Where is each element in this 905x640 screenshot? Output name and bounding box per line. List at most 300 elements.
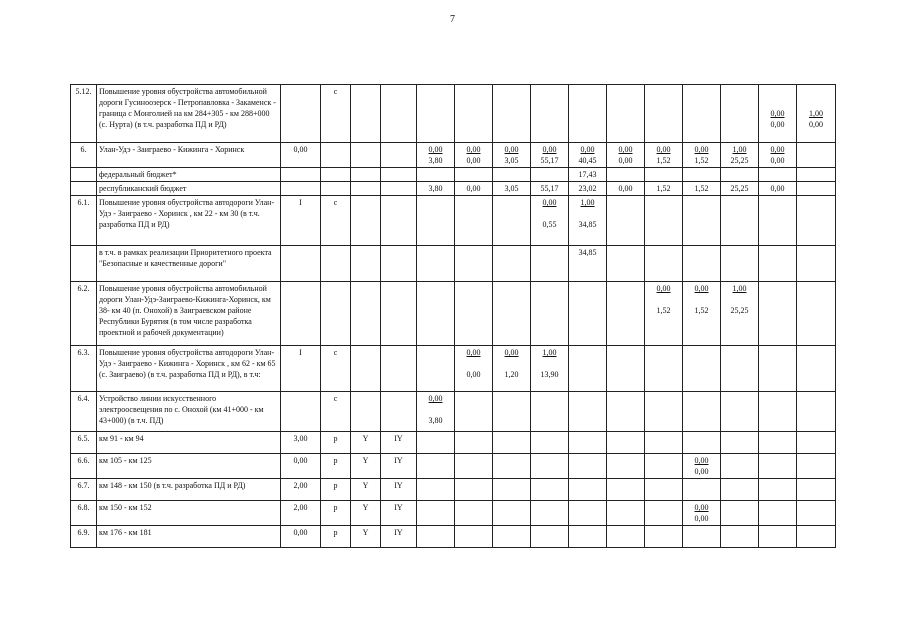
value-cell	[645, 85, 683, 143]
category-cell	[321, 246, 351, 282]
category-cell	[351, 196, 381, 246]
value-cell	[797, 392, 836, 432]
value-bottom: 0,55	[542, 220, 557, 229]
object-name: Улан-Удэ - Заиграево - Кижинга - Хоринск	[97, 143, 281, 168]
table-row	[71, 85, 836, 143]
length-cell: I	[281, 346, 321, 392]
value-cell	[569, 196, 607, 246]
category-cell: Y	[351, 526, 381, 548]
value-bottom: 34,85	[578, 220, 597, 229]
value-cell	[417, 454, 455, 479]
value-cell	[455, 282, 493, 346]
value-cell	[607, 432, 645, 454]
value-bottom: 0,00	[694, 467, 709, 476]
length-cell	[281, 85, 321, 143]
category-cell	[381, 143, 417, 168]
value-cell	[759, 392, 797, 432]
value-cell	[493, 479, 531, 501]
value-cell	[455, 85, 493, 143]
value-cell	[493, 432, 531, 454]
value-cell	[607, 168, 645, 182]
value-cell	[797, 85, 836, 143]
value-cell	[721, 196, 759, 246]
value-cell	[569, 143, 607, 168]
category-cell	[321, 168, 351, 182]
value-cell	[417, 501, 455, 526]
value-amount: 25,25	[730, 184, 749, 193]
value-cell	[493, 526, 531, 548]
row-number: 6.7.	[71, 479, 97, 501]
object-name: Повышение уровня обустройства автодороги Улан-Удэ - Заиграево - Кижинга - Хоринск , км 62 - км 65 (с. Заиграево) (в т.ч. разработка ПД и РД), в т.ч:	[97, 346, 281, 392]
value-cell	[683, 282, 721, 346]
value-bottom: 1,52	[694, 306, 709, 315]
value-top: 0,00	[770, 145, 785, 154]
value-amount: 3,80	[428, 184, 443, 193]
value-top: 0,00	[542, 145, 557, 154]
value-cell	[721, 392, 759, 432]
value-cell	[721, 346, 759, 392]
category-cell	[351, 182, 381, 196]
category-cell	[351, 392, 381, 432]
object-name: Повышение уровня обустройства автомобильной дороги Гусиноозерск - Петропавловка - Закаменск - граница с Монголией на км 284+305 - км 288+000 (с. Нурта) (в т.ч. разработка ПД и РД)	[97, 85, 281, 143]
value-cell	[797, 182, 836, 196]
value-amount: 1,52	[694, 184, 709, 193]
value-cell	[531, 346, 569, 392]
road-program-table	[70, 84, 836, 548]
value-cell	[645, 432, 683, 454]
category-cell: с	[321, 392, 351, 432]
table-row	[71, 479, 836, 501]
value-top: 1,00	[809, 109, 823, 118]
value-cell	[683, 526, 721, 548]
value-top: 0,00	[428, 145, 443, 154]
value-top: 0,00	[428, 394, 443, 403]
category-cell: Y	[351, 479, 381, 501]
value-cell	[645, 282, 683, 346]
value-bottom: 0,00	[694, 514, 709, 523]
table-row	[71, 246, 836, 282]
value-cell	[417, 182, 455, 196]
value-cell	[569, 526, 607, 548]
value-bottom: 40,45	[578, 156, 597, 165]
value-cell	[721, 501, 759, 526]
value-cell	[683, 196, 721, 246]
object-name: республиканский бюджет	[97, 182, 281, 196]
value-cell	[721, 182, 759, 196]
value-cell	[683, 182, 721, 196]
value-top: 1,00	[542, 348, 557, 357]
value-cell	[569, 168, 607, 182]
value-amount: 0,00	[466, 184, 481, 193]
value-cell	[797, 454, 836, 479]
value-cell	[455, 168, 493, 182]
value-bottom: 0,00	[466, 156, 481, 165]
value-cell	[645, 501, 683, 526]
value-bottom: 55,17	[540, 156, 559, 165]
value-cell	[455, 182, 493, 196]
length-cell: 2,00	[281, 501, 321, 526]
value-top: 0,00	[694, 456, 709, 465]
row-number: 6.9.	[71, 526, 97, 548]
value-cell	[721, 479, 759, 501]
table-row	[71, 432, 836, 454]
value-top: 0,00	[504, 348, 519, 357]
category-cell	[351, 168, 381, 182]
row-number: 6.	[71, 143, 97, 168]
object-name: км 150 - км 152	[97, 501, 281, 526]
value-cell	[759, 282, 797, 346]
value-cell	[417, 246, 455, 282]
value-cell	[417, 168, 455, 182]
category-cell: р	[321, 432, 351, 454]
value-cell	[569, 454, 607, 479]
length-cell: 0,00	[281, 454, 321, 479]
value-amount: 17,43	[578, 170, 597, 179]
row-number: 6.6.	[71, 454, 97, 479]
length-cell	[281, 182, 321, 196]
category-cell: Y	[351, 501, 381, 526]
value-cell	[797, 501, 836, 526]
value-amount: 23,02	[578, 184, 597, 193]
category-cell: IY	[381, 526, 417, 548]
value-cell	[531, 143, 569, 168]
length-cell: 0,00	[281, 526, 321, 548]
value-cell	[531, 454, 569, 479]
value-bottom: 1,52	[694, 156, 709, 165]
value-bottom: 25,25	[730, 156, 749, 165]
value-cell	[797, 479, 836, 501]
row-number: 6.3.	[71, 346, 97, 392]
category-cell	[351, 346, 381, 392]
table-row	[71, 392, 836, 432]
category-cell	[381, 282, 417, 346]
category-cell: IY	[381, 479, 417, 501]
value-cell	[455, 143, 493, 168]
object-name: км 91 - км 94	[97, 432, 281, 454]
value-cell	[645, 196, 683, 246]
value-cell	[607, 526, 645, 548]
row-number: 6.1.	[71, 196, 97, 246]
table-row	[71, 182, 836, 196]
value-top: 0,00	[694, 284, 709, 293]
value-cell	[455, 479, 493, 501]
value-top: 0,00	[694, 503, 709, 512]
category-cell: Y	[351, 432, 381, 454]
object-name: Устройство линии искусственного электроосвещения по с. Онохой (км 41+000 - км 43+000) (в т.ч. ПД)	[97, 392, 281, 432]
value-cell	[493, 143, 531, 168]
value-cell	[569, 392, 607, 432]
value-cell	[683, 392, 721, 432]
category-cell	[351, 85, 381, 143]
value-bottom: 1,52	[656, 306, 671, 315]
table-row	[71, 346, 836, 392]
value-cell	[531, 501, 569, 526]
row-number: 6.8.	[71, 501, 97, 526]
length-cell	[281, 246, 321, 282]
value-cell	[759, 143, 797, 168]
category-cell	[351, 246, 381, 282]
value-top: 0,00	[656, 284, 671, 293]
value-cell	[645, 246, 683, 282]
category-cell: IY	[381, 501, 417, 526]
table-row	[71, 526, 836, 548]
value-cell	[493, 282, 531, 346]
value-cell	[645, 454, 683, 479]
value-top: 0,00	[466, 348, 481, 357]
value-cell	[417, 85, 455, 143]
value-bottom: 0,00	[770, 120, 785, 129]
value-cell	[759, 432, 797, 454]
value-cell	[531, 182, 569, 196]
object-name: в т.ч. в рамках реализации Приоритетного проекта "Безопасные и качественные дороги"	[97, 246, 281, 282]
object-name: км 176 - км 181	[97, 526, 281, 548]
value-top: 1,00	[732, 145, 747, 154]
value-cell	[721, 432, 759, 454]
value-cell	[569, 85, 607, 143]
value-cell	[417, 282, 455, 346]
table-row	[71, 168, 836, 182]
value-cell	[569, 479, 607, 501]
object-name: км 148 - км 150 (в т.ч. разработка ПД и РД)	[97, 479, 281, 501]
value-cell	[645, 479, 683, 501]
value-cell	[759, 501, 797, 526]
value-cell	[493, 346, 531, 392]
value-cell	[797, 282, 836, 346]
category-cell: р	[321, 454, 351, 479]
value-top: 0,00	[580, 145, 595, 154]
value-cell	[607, 246, 645, 282]
category-cell	[351, 282, 381, 346]
value-cell	[531, 392, 569, 432]
category-cell	[381, 346, 417, 392]
category-cell	[321, 143, 351, 168]
value-cell	[607, 196, 645, 246]
value-cell	[683, 454, 721, 479]
value-cell	[607, 501, 645, 526]
value-cell	[417, 346, 455, 392]
length-cell	[281, 168, 321, 182]
table-row	[71, 143, 836, 168]
value-top: 0,00	[694, 145, 709, 154]
category-cell	[381, 246, 417, 282]
value-cell	[721, 526, 759, 548]
object-name: км 105 - км 125	[97, 454, 281, 479]
value-cell	[417, 432, 455, 454]
value-cell	[455, 501, 493, 526]
row-number: 6.4.	[71, 392, 97, 432]
category-cell: р	[321, 479, 351, 501]
value-amount: 34,85	[578, 248, 597, 257]
value-cell	[493, 246, 531, 282]
category-cell	[381, 85, 417, 143]
value-bottom: 0,00	[809, 120, 823, 129]
value-cell	[721, 85, 759, 143]
value-cell	[645, 143, 683, 168]
value-cell	[493, 182, 531, 196]
value-cell	[797, 196, 836, 246]
value-cell	[721, 246, 759, 282]
value-cell	[569, 282, 607, 346]
value-amount: 1,52	[656, 184, 671, 193]
value-cell	[759, 346, 797, 392]
value-cell	[683, 168, 721, 182]
value-top: 0,00	[542, 198, 557, 207]
value-cell	[759, 479, 797, 501]
value-amount: 0,00	[770, 184, 785, 193]
value-cell	[645, 168, 683, 182]
value-top: 0,00	[618, 145, 633, 154]
value-cell	[569, 246, 607, 282]
value-cell	[797, 432, 836, 454]
category-cell	[381, 196, 417, 246]
value-cell	[455, 432, 493, 454]
value-cell	[759, 454, 797, 479]
value-bottom: 0,00	[770, 156, 785, 165]
value-cell	[493, 454, 531, 479]
value-bottom: 1,20	[504, 370, 519, 379]
value-cell	[683, 246, 721, 282]
row-number	[71, 168, 97, 182]
value-cell	[417, 143, 455, 168]
value-cell	[493, 501, 531, 526]
value-bottom: 25,25	[730, 306, 749, 315]
value-cell	[417, 526, 455, 548]
value-cell	[645, 526, 683, 548]
value-cell	[607, 392, 645, 432]
value-cell	[607, 143, 645, 168]
value-bottom: 13,90	[540, 370, 559, 379]
value-cell	[797, 526, 836, 548]
value-cell	[721, 143, 759, 168]
table-row	[71, 454, 836, 479]
value-cell	[683, 479, 721, 501]
value-cell	[455, 246, 493, 282]
value-cell	[493, 392, 531, 432]
value-cell	[531, 282, 569, 346]
value-cell	[683, 432, 721, 454]
category-cell: с	[321, 85, 351, 143]
length-cell: 2,00	[281, 479, 321, 501]
category-cell	[321, 182, 351, 196]
value-cell	[797, 143, 836, 168]
value-cell	[797, 168, 836, 182]
table-row	[71, 501, 836, 526]
value-amount: 55,17	[540, 184, 559, 193]
value-cell	[607, 346, 645, 392]
value-cell	[455, 526, 493, 548]
category-cell: р	[321, 526, 351, 548]
value-top: 0,00	[504, 145, 519, 154]
value-cell	[759, 196, 797, 246]
category-cell: с	[321, 346, 351, 392]
category-cell	[381, 168, 417, 182]
value-cell	[645, 346, 683, 392]
value-cell	[683, 346, 721, 392]
value-bottom: 0,00	[618, 156, 633, 165]
value-top: 1,00	[732, 284, 747, 293]
category-cell	[321, 282, 351, 346]
value-cell	[607, 85, 645, 143]
value-cell	[797, 246, 836, 282]
value-cell	[531, 432, 569, 454]
length-cell	[281, 392, 321, 432]
length-cell: I	[281, 196, 321, 246]
length-cell	[281, 282, 321, 346]
value-cell	[531, 246, 569, 282]
row-number: 6.5.	[71, 432, 97, 454]
value-bottom: 3,80	[428, 156, 443, 165]
value-bottom: 0,00	[466, 370, 481, 379]
value-cell	[569, 346, 607, 392]
category-cell	[381, 392, 417, 432]
value-cell	[683, 143, 721, 168]
table-row	[71, 196, 836, 246]
table-body	[71, 85, 836, 548]
value-cell	[759, 182, 797, 196]
value-cell	[607, 282, 645, 346]
category-cell: IY	[381, 432, 417, 454]
value-bottom: 1,52	[656, 156, 671, 165]
value-bottom: 3,80	[428, 416, 443, 425]
value-cell	[417, 479, 455, 501]
value-cell	[645, 392, 683, 432]
value-cell	[455, 454, 493, 479]
value-cell	[721, 454, 759, 479]
value-cell	[721, 282, 759, 346]
category-cell: р	[321, 501, 351, 526]
value-cell	[493, 196, 531, 246]
value-cell	[607, 182, 645, 196]
value-cell	[455, 346, 493, 392]
value-cell	[493, 168, 531, 182]
value-cell	[455, 392, 493, 432]
value-cell	[531, 479, 569, 501]
value-cell	[531, 85, 569, 143]
length-cell: 0,00	[281, 143, 321, 168]
row-number: 6.2.	[71, 282, 97, 346]
object-name: Повышение уровня обустройства автомобильной дороги Улан-Удэ-Заиграево-Кижинга-Хоринск, км 38- км 40 (п. Онохой) в Заиграевском районе Республики Бурятия (в том числе разработка проектной и рабочей документации)	[97, 282, 281, 346]
row-number: 5.12.	[71, 85, 97, 143]
value-top: 1,00	[580, 198, 595, 207]
value-cell	[569, 432, 607, 454]
value-cell	[645, 182, 683, 196]
value-bottom: 3,05	[504, 156, 519, 165]
value-top: 0,00	[770, 109, 785, 118]
value-cell	[531, 168, 569, 182]
value-cell	[683, 85, 721, 143]
category-cell: с	[321, 196, 351, 246]
value-cell	[455, 196, 493, 246]
object-name: федеральный бюджет*	[97, 168, 281, 182]
table-row	[71, 282, 836, 346]
value-cell	[531, 196, 569, 246]
category-cell: IY	[381, 454, 417, 479]
value-cell	[759, 85, 797, 143]
value-cell	[531, 526, 569, 548]
value-cell	[607, 454, 645, 479]
row-number	[71, 246, 97, 282]
value-cell	[759, 526, 797, 548]
value-cell	[683, 501, 721, 526]
value-top: 0,00	[656, 145, 671, 154]
value-cell	[607, 479, 645, 501]
value-cell	[759, 246, 797, 282]
value-cell	[797, 346, 836, 392]
value-cell	[569, 501, 607, 526]
row-number	[71, 182, 97, 196]
object-name: Повышение уровня обустройства автодороги Улан-Удэ - Заиграево - Хоринск , км 22 - км 30 (в т.ч. разработка ПД и РД)	[97, 196, 281, 246]
value-cell	[569, 182, 607, 196]
